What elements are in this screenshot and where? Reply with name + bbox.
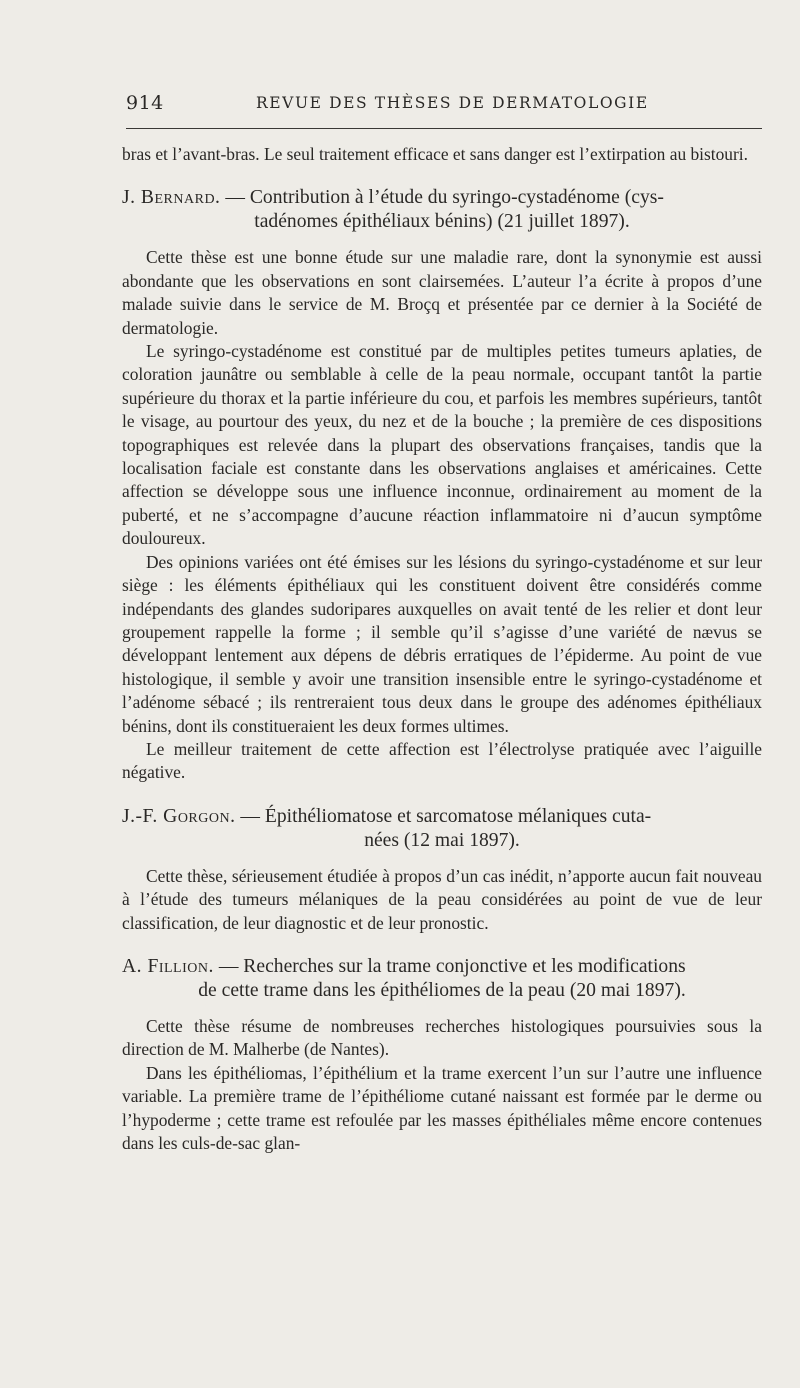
paragraph: Dans les épithéliomas, l’épithélium et la trame exercent l’un sur l’autre une influence variable. La première trame de l’épithéliome cutané naissant est formée par le derme ou l’hypoderme ; cette trame est refoulée par les masses épithéliales même encore contenues dans les culs-de-sac glan-: [122, 1062, 762, 1153]
entry-heading-line: [122, 805, 762, 829]
entry-title-continued: de cette trame dans les épithéliomes de la peau (20 mai 1897).: [198, 979, 686, 1001]
paragraph: Le meilleur traitement de cette affection est l’électrolyse pratiquée avec l’aiguille négative.: [122, 738, 762, 783]
paragraph: Cette thèse, sérieusement étudiée à propos d’un cas inédit, n’apporte aucun fait nouveau à l’étude des tumeurs mélaniques de la peau considérées au point de vue de leur classification, de leur diagnostic et de leur pronostic.: [122, 865, 762, 933]
entry-heading: [122, 186, 762, 234]
paragraph: Cette thèse résume de nombreuses recherches histologiques poursuivies sous la direction de M. Malherbe (de Nantes).: [122, 1015, 762, 1060]
page-number: 914: [126, 92, 164, 114]
entry-title-continued: nées (12 mai 1897).: [364, 829, 520, 851]
entry-title: — Contribution à l’étude du syringo-cystadénome (cys-: [225, 187, 664, 209]
entry-heading-line: [122, 186, 762, 210]
entry-author: A. Fillion.: [122, 955, 214, 977]
paragraph: Le syringo-cystadénome est constitué par de multiples petites tumeurs aplaties, de coloration jaunâtre ou semblable à celle de la peau normale, occupant tantôt la partie supérieure du thorax et la partie inférieure du cou, et parfois les membres supérieurs, tantôt le visage, au pourtour des yeux, du nez et de la bouche ; la première de ces dispositions topographiques est relevée dans la plupart des observations françaises, tandis que la localisation faciale est constante dans les observations anglaises et américaines. Cette affection se développe sous une influence inconnue, ordinairement au moment de la puberté, et ne s’accompagne d’aucune réaction inflammatoire ni d’aucun symptôme douloureux.: [122, 341, 762, 549]
entry-title: — Épithéliomatose et sarcomatose mélaniques cuta-: [240, 805, 652, 827]
paragraph: Des opinions variées ont été émises sur les lésions du syringo-cystadénome et sur leur siège : les éléments épithéliaux qui les constituent doivent être considérés comme indépendants des glandes sudoripares auxquelles on avait tenté de les relier et dont leur groupement rappelle la forme ; il semble qu’il s’agisse d’une variété de nævus se développant lentement aux dépens de débris erratiques de l’épiderme. Au point de vue histologique, il semble y avoir une transition insensible entre le syringo-cystadénome et l’adénome sébacé ; ils rentreraient tous deux dans le groupe des adénomes épithéliaux bénins, dont ils constitueraient les deux formes ultimes.: [122, 551, 762, 736]
entry-heading-line: [122, 955, 762, 979]
paragraph: Cette thèse est une bonne étude sur une maladie rare, dont la synonymie est aussi abondante que les observations en sont clairsemées. L’auteur l’a écrite à propos d’une malade suivie dans le service de M. Broçq et présentée par ce dernier à la Société de dermatologie.: [122, 247, 762, 338]
entry-author: J. Bernard.: [122, 187, 221, 209]
entry-title: — Recherches sur la trame conjonctive et les modifications: [218, 955, 686, 977]
header-rule: [126, 128, 762, 129]
running-title: REVUE DES THÈSES DE DERMATOLOGIE: [256, 94, 649, 112]
page-header: [126, 92, 762, 122]
entry-author: J.-F. Gorgon.: [122, 805, 236, 827]
continuation-paragraph: bras et l’avant-bras. Le seul traitement efficace et sans danger est l’extirpation au bistouri.: [122, 144, 748, 164]
page-body: [122, 143, 762, 1155]
entry-heading: [122, 955, 762, 1003]
entry-heading: [122, 805, 762, 853]
entry-title-continued: tadénomes épithéliaux bénins) (21 juillet 1897).: [254, 211, 630, 233]
